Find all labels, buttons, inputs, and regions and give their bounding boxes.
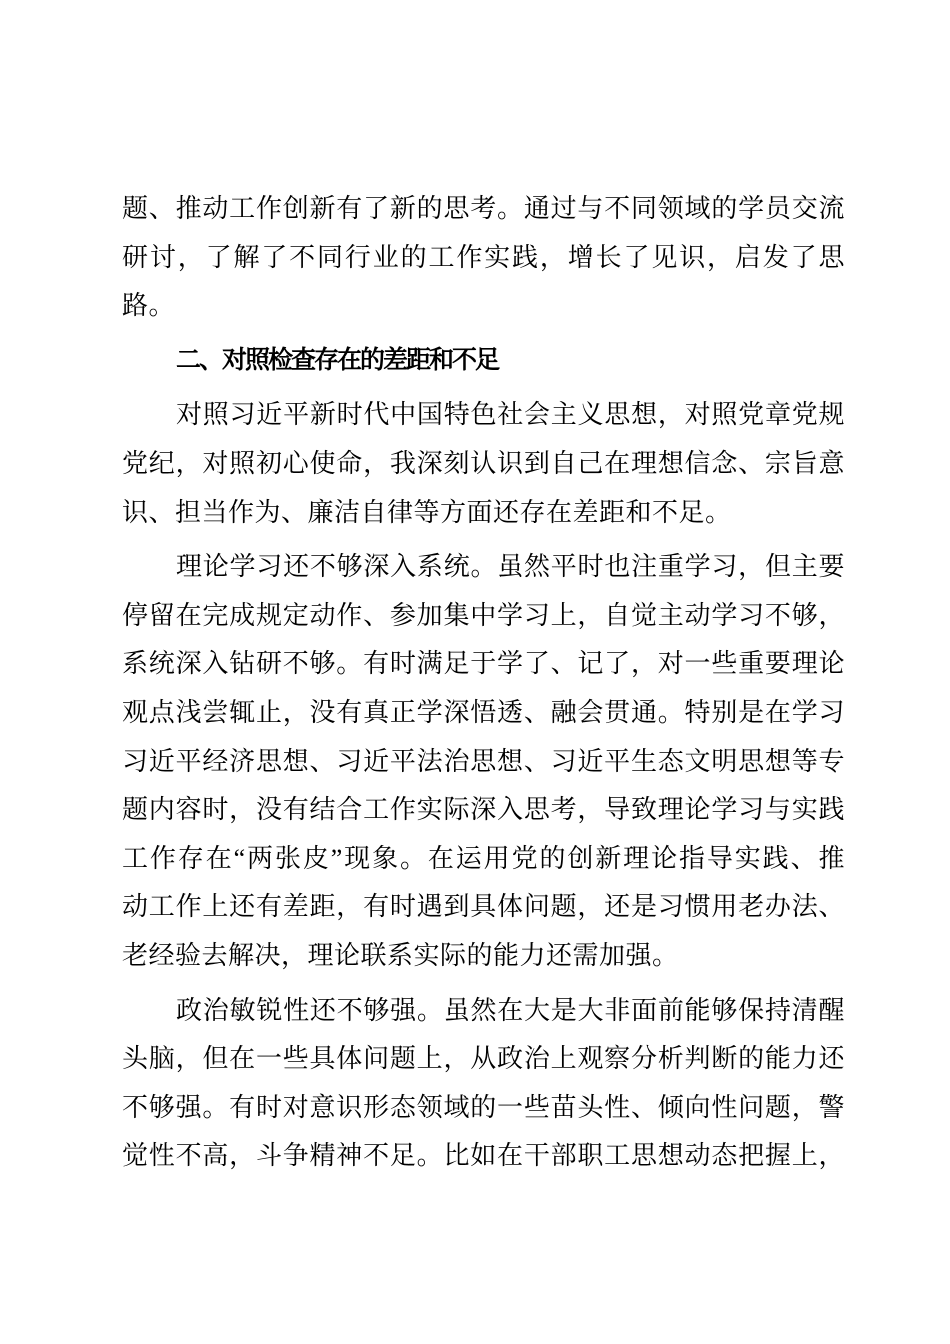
document-body [122,185,845,1181]
text-line: 工作存在“两张皮”现象。在运用党的创新理论指导实践、推 [122,843,845,873]
heading-line: 二、对照检查存在的差距和不足 [176,346,499,374]
paragraph [122,185,845,331]
text-line: 习近平经济思想、习近平法治思想、习近平生态文明思想等专 [122,746,845,776]
text-line: 题内容时，没有结合工作实际深入思考，导致理论学习与实践 [122,795,845,825]
text-line: 理论学习还不够深入系统。虽然平时也注重学习，但主要 [176,552,845,582]
text-line: 识、担当作为、廉洁自律等方面还存在差距和不足。 [122,497,732,527]
text-line: 不够强。有时对意识形态领域的一些苗头性、倾向性问题，警 [122,1092,845,1122]
text-line: 觉性不高，斗争精神不足。比如在干部职工思想动态把握上， [122,1141,845,1171]
paragraph [122,391,845,537]
text-line: 题、推动工作创新有了新的思考。通过与不同领域的学员交流 [122,194,845,223]
section-heading [122,337,845,386]
text-line: 路。 [122,291,176,321]
text-line: 对照习近平新时代中国特色社会主义思想，对照党章党规 [176,400,845,430]
paragraph [122,543,845,980]
text-line: 党纪，对照初心使命，我深刻认识到自己在理想信念、宗旨意 [122,448,845,478]
text-line: 停留在完成规定动作、参加集中学习上，自觉主动学习不够， [122,600,845,630]
text-line: 头脑，但在一些具体问题上，从政治上观察分析判断的能力还 [122,1044,845,1074]
text-line: 动工作上还有差距，有时遇到具体问题，还是习惯用老办法、 [122,892,845,922]
text-line: 老经验去解决，理论联系实际的能力还需加强。 [122,940,679,970]
paragraph [122,987,845,1181]
text-line: 研讨，了解了不同行业的工作实践，增长了见识，启发了思 [122,242,845,272]
text-line: 系统深入钻研不够。有时满足于学了、记了，对一些重要理论 [122,649,845,679]
text-line: 政治敏锐性还不够强。虽然在大是大非面前能够保持清醒 [176,995,845,1025]
text-line: 观点浅尝辄止，没有真正学深悟透、融会贯通。特别是在学习 [122,697,845,727]
